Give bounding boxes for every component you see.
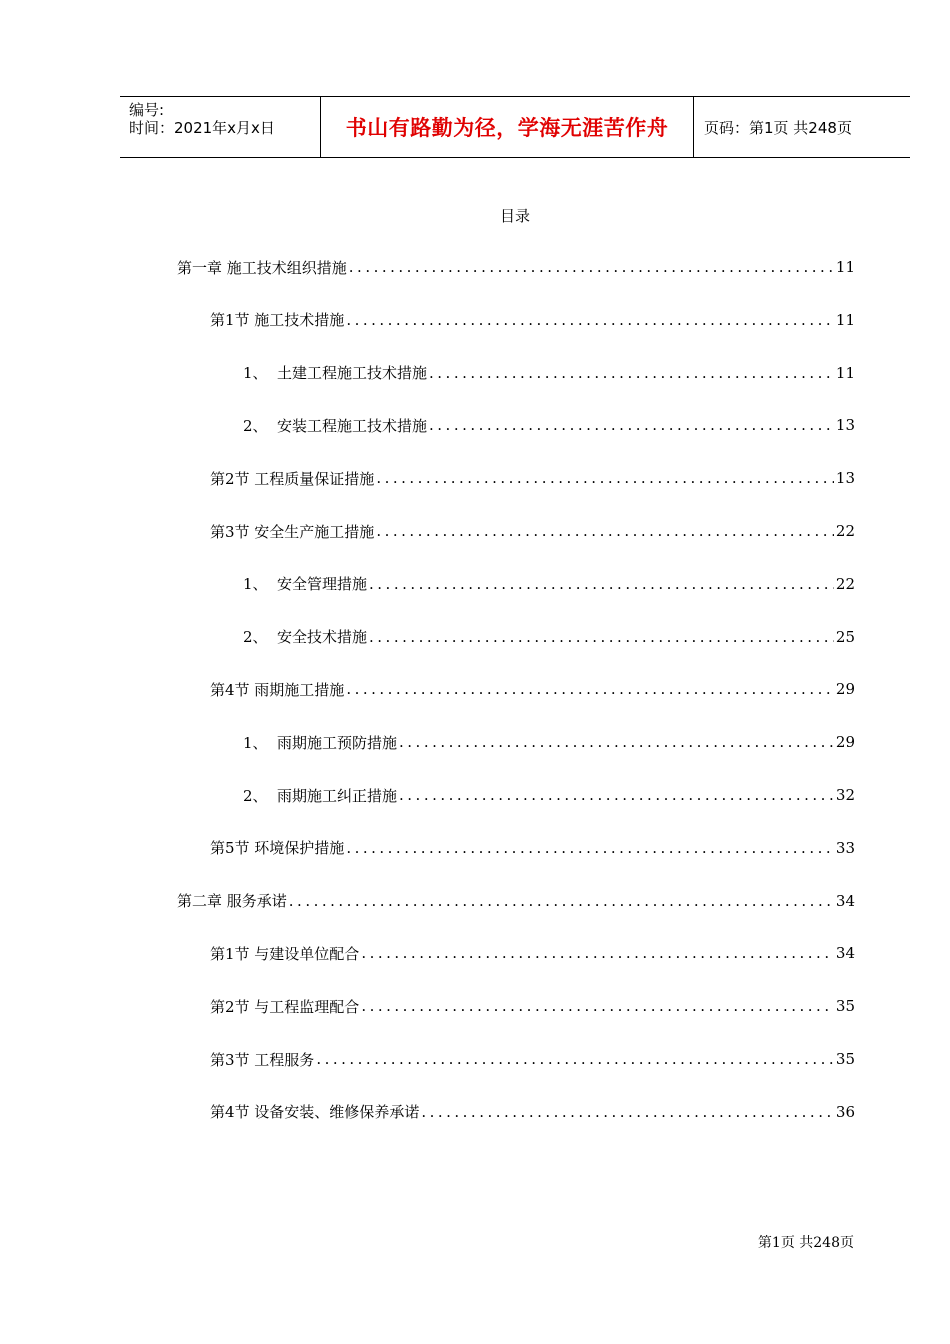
header-meta (120, 97, 321, 157)
toc-leader-dots (429, 416, 834, 434)
toc-entry-number: 2、 (243, 628, 268, 647)
toc-leader-dots (399, 786, 834, 804)
toc-entry-label: 第2节 工程质量保证措施 (210, 469, 375, 488)
header-page-label: 页码：第1页 共248页 (704, 118, 852, 137)
toc-entry-label: 第二章 服务承诺 (177, 892, 287, 911)
toc-entry-number: 1、 (243, 733, 268, 752)
number-label: 编号: (129, 101, 165, 119)
toc-leader-dots (346, 680, 834, 698)
toc-entry-page: 29 (835, 680, 855, 699)
toc-entry[interactable] (243, 730, 855, 754)
toc-entry-label: 第1节 与建设单位配合 (210, 944, 360, 963)
toc-entry-label (243, 362, 427, 383)
toc-title: 目录 (499, 207, 530, 225)
toc-entry-text: 安全技术措施 (277, 628, 368, 647)
toc-leader-dots (376, 522, 834, 540)
toc-entry[interactable] (210, 836, 855, 860)
toc-entry[interactable] (177, 255, 855, 279)
toc-entry-page: 11 (835, 310, 855, 329)
footer-page-number: 第1页 共248页 (757, 1235, 854, 1251)
toc-entry-label (243, 732, 397, 753)
toc-entry-label (243, 415, 427, 436)
toc-entry[interactable] (243, 783, 855, 807)
toc-leader-dots (361, 997, 834, 1015)
toc-entry-text: 雨期施工预防措施 (277, 733, 398, 752)
toc-entry-label: 第3节 工程服务 (210, 1050, 315, 1069)
toc-entry-page: 35 (835, 1050, 855, 1068)
toc-entry-number: 1、 (243, 575, 268, 594)
time-label: 时间：2021年x月x日 (129, 119, 275, 137)
toc-entry[interactable] (177, 889, 855, 913)
toc-entry[interactable] (210, 1047, 855, 1071)
toc-entry-page: 13 (835, 469, 855, 488)
toc-entry-page: 22 (835, 522, 855, 540)
toc-entry-number: 2、 (243, 416, 268, 435)
toc-entry[interactable] (210, 677, 855, 701)
toc-entry-page: 32 (835, 786, 855, 804)
toc-entry-text: 安全管理措施 (277, 575, 368, 594)
toc-entry[interactable] (243, 413, 855, 437)
toc-entry[interactable] (243, 572, 855, 596)
toc-entry[interactable] (210, 994, 855, 1018)
toc-entry-label: 第一章 施工技术组织措施 (177, 258, 347, 277)
toc-leader-dots (346, 839, 834, 857)
toc-leader-dots (369, 628, 834, 646)
toc-leader-dots (399, 733, 834, 751)
toc-entry-page: 33 (835, 838, 855, 857)
toc-entry[interactable] (210, 519, 855, 543)
toc-entry[interactable] (210, 941, 855, 965)
toc-entry-label (243, 573, 367, 594)
toc-entry-label: 第5节 环境保护措施 (210, 839, 345, 858)
toc-entry-page: 11 (835, 258, 855, 276)
toc-leader-dots (369, 575, 834, 593)
toc-leader-dots (349, 258, 834, 276)
toc-entry-number: 2、 (243, 786, 268, 805)
toc-entry-text: 雨期施工纠正措施 (277, 786, 398, 805)
toc-entry-label: 第3节 安全生产施工措施 (210, 522, 375, 541)
toc-entry[interactable] (243, 625, 855, 649)
toc-entry-page: 22 (835, 574, 855, 593)
toc-entry-label (243, 785, 397, 806)
toc-leader-dots (346, 311, 834, 329)
toc-entry[interactable] (210, 308, 855, 332)
toc-entry-page: 13 (835, 416, 855, 435)
toc-entry-page: 34 (835, 891, 855, 910)
toc-entry-label: 第4节 设备安装、维修保养承诺 (210, 1103, 420, 1122)
toc-entry-text: 土建工程施工技术措施 (277, 364, 428, 383)
toc-entry-text: 安装工程施工技术措施 (277, 416, 428, 435)
toc-leader-dots (316, 1050, 834, 1068)
toc-entry-label: 第4节 雨期施工措施 (210, 680, 345, 699)
toc-leader-dots (289, 892, 834, 910)
toc-entry-label (243, 626, 367, 647)
toc-entry[interactable] (210, 1100, 855, 1124)
toc-entry-label: 第1节 施工技术措施 (210, 311, 345, 330)
toc-leader-dots (376, 469, 834, 487)
toc-entry-page: 35 (835, 997, 855, 1016)
toc-entry-label: 第2节 与工程监理配合 (210, 997, 360, 1016)
toc-entry[interactable] (243, 361, 855, 385)
toc-leader-dots (421, 1103, 834, 1121)
header-motto: 书山有路勤为径，学海无涯苦作舟 (321, 97, 694, 157)
toc-entry[interactable] (210, 466, 855, 490)
toc-leader-dots (429, 364, 834, 382)
toc-entry-page: 36 (835, 1102, 855, 1121)
document-header (120, 96, 910, 158)
toc-leader-dots (361, 944, 834, 962)
toc-entry-page: 34 (835, 944, 855, 963)
toc-entry-page: 29 (835, 733, 855, 752)
toc-entry-number: 1、 (243, 364, 268, 383)
toc-entry-page: 25 (835, 627, 855, 646)
toc-entry-page: 11 (835, 363, 855, 382)
